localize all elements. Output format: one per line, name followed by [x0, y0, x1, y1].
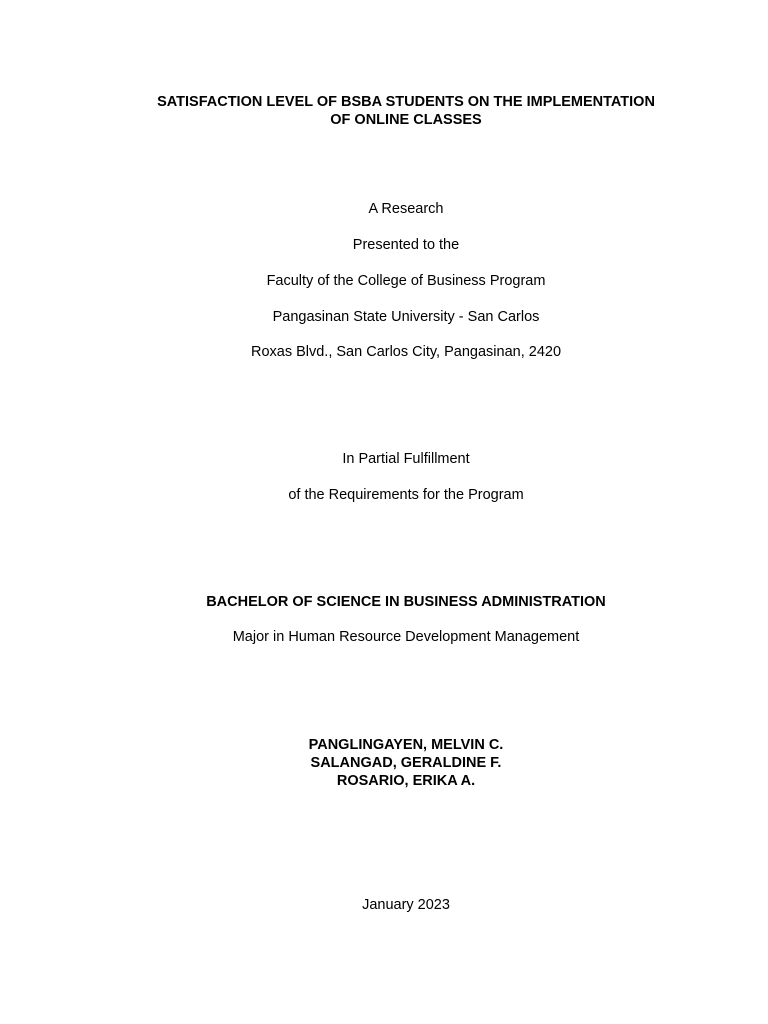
- degree-major: Major in Human Resource Development Management: [232, 629, 580, 645]
- presented-to: Presented to the: [352, 237, 460, 253]
- fulfillment-line-2: of the Requirements for the Program: [288, 487, 524, 503]
- submission-date: January 2023: [362, 897, 450, 913]
- degree-name: BACHELOR OF SCIENCE IN BUSINESS ADMINISTRATION: [206, 594, 606, 610]
- author-name: SALANGAD, GERALDINE F.: [310, 755, 502, 771]
- title-line-1: SATISFACTION LEVEL OF BSBA STUDENTS ON THE IMPLEMENTATION: [157, 94, 655, 110]
- research-type: A Research: [368, 201, 444, 217]
- university-address: Roxas Blvd., San Carlos City, Pangasinan, 2420: [250, 344, 562, 360]
- fulfillment-line-1: In Partial Fulfillment: [342, 451, 470, 467]
- title-line-2: OF ONLINE CLASSES: [330, 112, 482, 128]
- author-name: ROSARIO, ERIKA A.: [336, 773, 476, 789]
- author-name: PANGLINGAYEN, MELVIN C.: [308, 737, 504, 753]
- faculty-name: Faculty of the College of Business Program: [266, 273, 546, 289]
- university-name: Pangasinan State University - San Carlos: [272, 309, 540, 325]
